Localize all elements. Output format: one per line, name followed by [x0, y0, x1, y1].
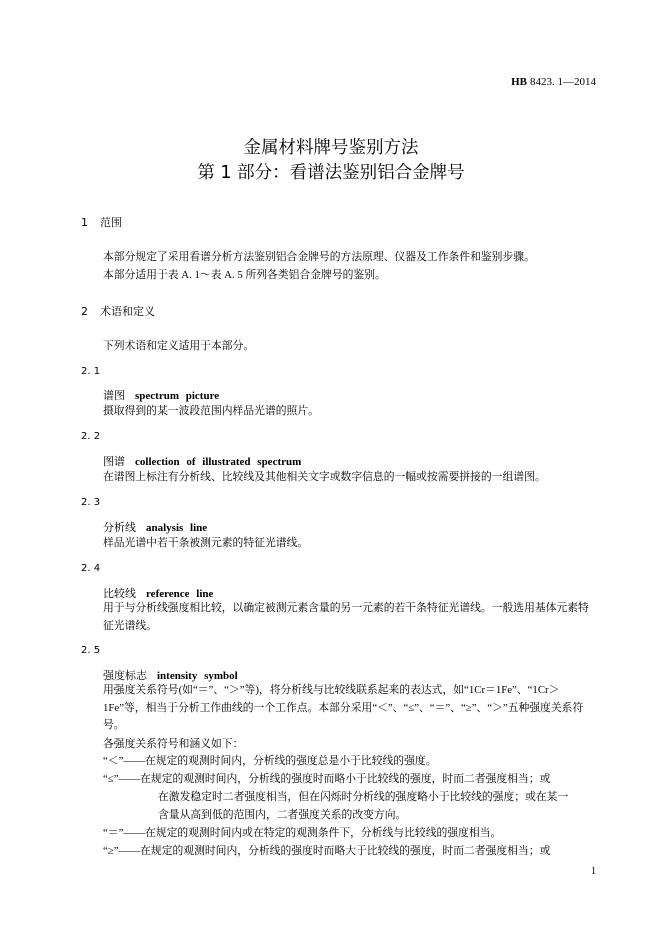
term-cn: 图谱: [103, 455, 125, 468]
term-number: 2. 3: [81, 497, 101, 508]
term-cn: 谱图: [103, 389, 125, 402]
symbol-eq-item: [103, 824, 501, 842]
term-en: spectrum picture: [135, 390, 220, 402]
symbol-ge-text: 在规定的观测时间内，分析线的强度时而略大于比较线的强度，时而二者强度相当；或: [140, 845, 551, 857]
standard-prefix: HB: [511, 76, 527, 88]
section-1-heading: [81, 214, 122, 230]
symbol-eq-text: 在规定的观测时间内或在特定的观测条件下，分析线与比较线的强度相当。: [144, 827, 502, 839]
section-title: 范围: [100, 216, 122, 229]
term-en: reference line: [146, 588, 214, 600]
term-definition-text: 用于与分析线强度相比较，以确定被测元素含量的另一元素的若干条特征光谱线。一般选用基体元素特征光谱线。: [103, 602, 589, 632]
term-number: 2. 1: [81, 366, 101, 377]
term-en: intensity symbol: [157, 670, 238, 682]
term-cn: 比较线: [103, 587, 136, 600]
document-title: 金属材料牌号鉴别方法: [243, 138, 419, 158]
term-number: 2. 4: [81, 563, 101, 574]
standard-number: [511, 76, 596, 88]
symbol-ge: “≥”——: [103, 845, 141, 857]
symbol-le: “≤”——: [103, 773, 141, 785]
section-2-heading: [81, 303, 155, 319]
term-number: 2. 5: [81, 645, 101, 656]
term-heading: [103, 453, 301, 469]
term-number: 2. 2: [81, 431, 101, 442]
symbol-eq: “＝”——: [103, 827, 145, 839]
term-cn: 强度标志: [103, 669, 147, 682]
symbol-ge-item: [103, 842, 550, 860]
symbol-lt-text: 在规定的观测时间内，分析线的强度总是小于比较线的强度。: [144, 755, 437, 767]
term-definition: [81, 682, 597, 735]
term-en: collection of illustrated spectrum: [135, 456, 302, 468]
symbol-lt-item: [103, 752, 437, 770]
term-heading: [103, 585, 213, 601]
section-number: 2: [81, 305, 88, 318]
term-heading: [103, 667, 238, 683]
document-subtitle: 第 1 部分：看谱法鉴别铝合金牌号: [197, 163, 465, 183]
section-number: 1: [81, 216, 88, 229]
symbol-le-item: [103, 770, 550, 788]
term-definition: 摄取得到的某一波段范围内样品光谱的照片。: [103, 405, 319, 417]
section-title: 术语和定义: [100, 305, 155, 318]
symbols-intro: 各强度关系符号和涵义如下：: [103, 738, 244, 750]
term-definition: 在谱图上标注有分析线、比较线及其他相关文字或数字信息的一幅或按需要拼接的一组谱图。: [103, 471, 546, 483]
term-definition: 样品光谱中若干条被测元素的特征光谱线。: [103, 537, 309, 549]
term-definition: [81, 600, 597, 635]
symbol-lt: “＜”——: [103, 755, 145, 767]
symbol-le-text-line-2: 在激发稳定时二者强度相当，但在闪烁时分析线的强度略小于比较线的强度；或在某一: [158, 791, 569, 803]
symbol-le-text: 在规定的观测时间内，分析线的强度时而略小于比较线的强度，时而二者强度相当；或: [140, 773, 551, 785]
scope-paragraph-1: 本部分规定了采用看谱分析方法鉴别铝合金牌号的方法原理、仪器及工作条件和鉴别步骤。: [103, 251, 535, 263]
term-cn: 分析线: [103, 521, 136, 534]
page-number: 1: [591, 866, 596, 877]
term-definition-text: 用强度关系符号(如“＝”、“＞”等)，将分析线与比较线联系起来的表达式，如“1Cr＝1Fe”、“1Cr＞1Fe”等，相当于分析工作曲线的一个工作点。本部分采用“＜”、“≤”、“＝”、“≥”、“＞”五种强度关系符号。: [103, 684, 584, 731]
symbol-le-text-line-3: 含量从高到低的范围内，二者强度关系的改变方向。: [158, 809, 407, 821]
term-en: analysis line: [146, 522, 208, 534]
scope-paragraph-2: 本部分适用于表 A. 1～表 A. 5 所列各类铝合金牌号的鉴别。: [103, 269, 386, 281]
term-heading: [103, 387, 219, 403]
terms-intro: 下列术语和定义适用于本部分。: [103, 340, 255, 352]
term-heading: [103, 519, 207, 535]
standard-code: 8423. 1—2014: [530, 76, 596, 88]
